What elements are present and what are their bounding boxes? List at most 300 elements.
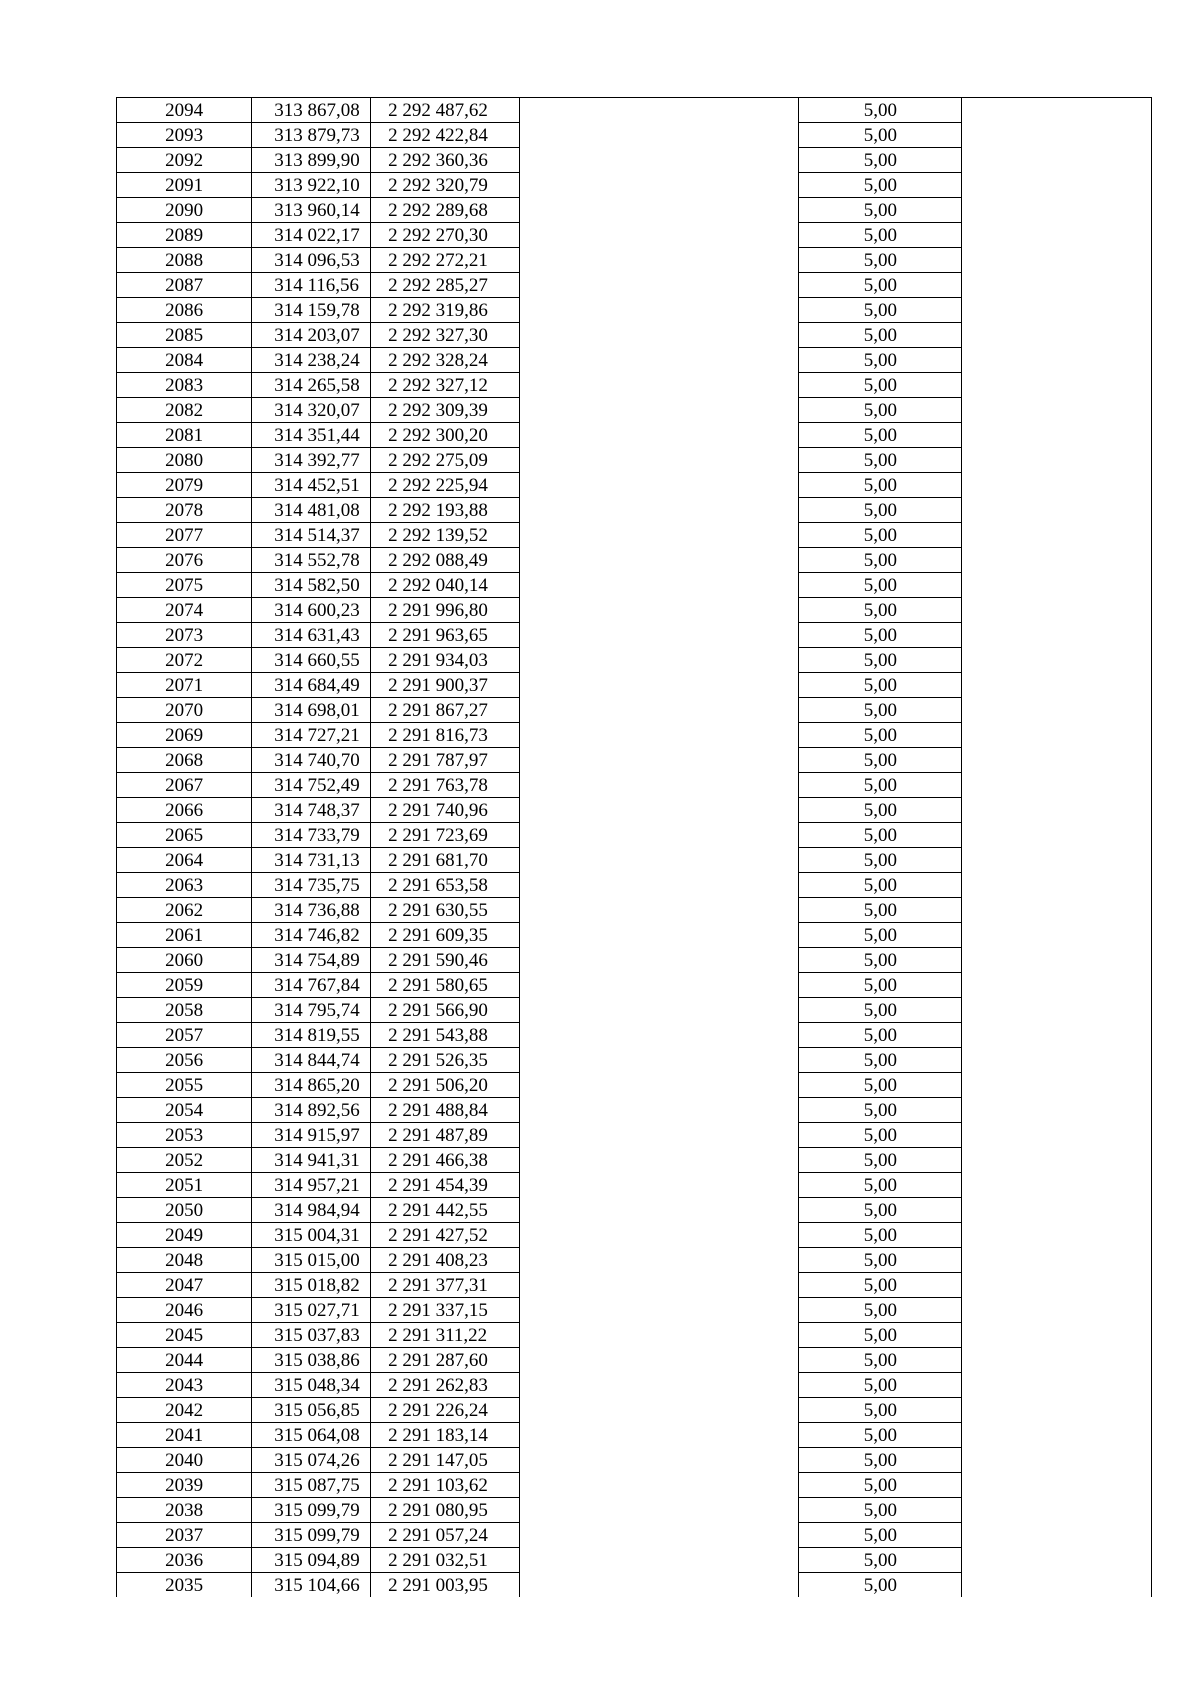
accuracy-cell: 5,00 [799,398,962,423]
empty-cell [519,998,799,1023]
table-row [117,98,1152,123]
accuracy-cell: 5,00 [799,1523,962,1548]
x-coordinate-cell: 314 660,55 [252,648,371,673]
y-coordinate-cell: 2 292 320,79 [371,173,520,198]
accuracy-cell: 5,00 [799,1098,962,1123]
accuracy-cell: 5,00 [799,848,962,873]
accuracy-cell: 5,00 [799,1248,962,1273]
point-number-cell: 2082 [117,398,252,423]
point-number-cell: 2049 [117,1223,252,1248]
accuracy-cell: 5,00 [799,423,962,448]
empty-cell [962,873,1152,898]
point-number-cell: 2084 [117,348,252,373]
coordinates-table [116,97,1152,1597]
empty-cell [962,698,1152,723]
accuracy-cell: 5,00 [799,673,962,698]
point-number-cell: 2083 [117,373,252,398]
y-coordinate-cell: 2 291 996,80 [371,598,520,623]
table-row [117,1348,1152,1373]
table-row [117,823,1152,848]
point-number-cell: 2073 [117,623,252,648]
y-coordinate-cell: 2 292 289,68 [371,198,520,223]
point-number-cell: 2044 [117,1348,252,1373]
y-coordinate-cell: 2 291 609,35 [371,923,520,948]
accuracy-cell: 5,00 [799,1198,962,1223]
empty-cell [962,223,1152,248]
table-row [117,848,1152,873]
empty-cell [519,1048,799,1073]
table-row [117,448,1152,473]
empty-cell [962,1548,1152,1573]
point-number-cell: 2070 [117,698,252,723]
empty-cell [519,448,799,473]
y-coordinate-cell: 2 291 103,62 [371,1473,520,1498]
point-number-cell: 2081 [117,423,252,448]
y-coordinate-cell: 2 291 816,73 [371,723,520,748]
point-number-cell: 2056 [117,1048,252,1073]
point-number-cell: 2076 [117,548,252,573]
y-coordinate-cell: 2 291 226,24 [371,1398,520,1423]
table-row [117,1273,1152,1298]
y-coordinate-cell: 2 291 032,51 [371,1548,520,1573]
y-coordinate-cell: 2 291 311,22 [371,1323,520,1348]
empty-cell [962,1248,1152,1273]
point-number-cell: 2035 [117,1573,252,1598]
accuracy-cell: 5,00 [799,148,962,173]
empty-cell [962,98,1152,123]
empty-cell [962,398,1152,423]
table-row [117,1248,1152,1273]
x-coordinate-cell: 314 727,21 [252,723,371,748]
empty-cell [519,673,799,698]
empty-cell [519,598,799,623]
point-number-cell: 2058 [117,998,252,1023]
empty-cell [962,448,1152,473]
accuracy-cell: 5,00 [799,773,962,798]
y-coordinate-cell: 2 291 454,39 [371,1173,520,1198]
y-coordinate-cell: 2 292 487,62 [371,98,520,123]
accuracy-cell: 5,00 [799,123,962,148]
accuracy-cell: 5,00 [799,323,962,348]
accuracy-cell: 5,00 [799,1298,962,1323]
point-number-cell: 2068 [117,748,252,773]
empty-cell [519,898,799,923]
empty-cell [962,1098,1152,1123]
empty-cell [962,798,1152,823]
x-coordinate-cell: 315 038,86 [252,1348,371,1373]
empty-cell [519,848,799,873]
x-coordinate-cell: 314 740,70 [252,748,371,773]
x-coordinate-cell: 314 351,44 [252,423,371,448]
x-coordinate-cell: 314 754,89 [252,948,371,973]
table-row [117,1298,1152,1323]
table-row [117,123,1152,148]
x-coordinate-cell: 313 960,14 [252,198,371,223]
empty-cell [962,1048,1152,1073]
empty-cell [519,323,799,348]
x-coordinate-cell: 315 056,85 [252,1398,371,1423]
y-coordinate-cell: 2 291 653,58 [371,873,520,898]
empty-cell [519,1448,799,1473]
empty-cell [962,823,1152,848]
empty-cell [962,1523,1152,1548]
table-row [117,1548,1152,1573]
x-coordinate-cell: 314 736,88 [252,898,371,923]
y-coordinate-cell: 2 291 566,90 [371,998,520,1023]
empty-cell [962,173,1152,198]
y-coordinate-cell: 2 291 262,83 [371,1373,520,1398]
accuracy-cell: 5,00 [799,1273,962,1298]
empty-cell [519,498,799,523]
empty-cell [519,248,799,273]
x-coordinate-cell: 314 159,78 [252,298,371,323]
table-row [117,323,1152,348]
empty-cell [519,1148,799,1173]
point-number-cell: 2036 [117,1548,252,1573]
point-number-cell: 2077 [117,523,252,548]
point-number-cell: 2059 [117,973,252,998]
empty-cell [962,898,1152,923]
empty-cell [962,923,1152,948]
accuracy-cell: 5,00 [799,248,962,273]
empty-cell [962,1298,1152,1323]
accuracy-cell: 5,00 [799,523,962,548]
table-row [117,173,1152,198]
y-coordinate-cell: 2 292 139,52 [371,523,520,548]
point-number-cell: 2050 [117,1198,252,1223]
accuracy-cell: 5,00 [799,223,962,248]
empty-cell [962,773,1152,798]
y-coordinate-cell: 2 292 285,27 [371,273,520,298]
point-number-cell: 2092 [117,148,252,173]
empty-cell [519,1298,799,1323]
accuracy-cell: 5,00 [799,1073,962,1098]
empty-cell [962,948,1152,973]
empty-cell [519,1173,799,1198]
empty-cell [519,623,799,648]
x-coordinate-cell: 314 600,23 [252,598,371,623]
empty-cell [962,548,1152,573]
empty-cell [519,798,799,823]
empty-cell [962,748,1152,773]
x-coordinate-cell: 314 892,56 [252,1098,371,1123]
empty-cell [962,673,1152,698]
empty-cell [519,1273,799,1298]
table-row [117,723,1152,748]
empty-cell [519,398,799,423]
y-coordinate-cell: 2 292 327,30 [371,323,520,348]
x-coordinate-cell: 314 733,79 [252,823,371,848]
table-row [117,598,1152,623]
empty-cell [962,1498,1152,1523]
accuracy-cell: 5,00 [799,873,962,898]
table-row [117,948,1152,973]
y-coordinate-cell: 2 292 309,39 [371,398,520,423]
empty-cell [962,723,1152,748]
accuracy-cell: 5,00 [799,748,962,773]
y-coordinate-cell: 2 291 934,03 [371,648,520,673]
accuracy-cell: 5,00 [799,1173,962,1198]
table-row [117,398,1152,423]
y-coordinate-cell: 2 291 580,65 [371,973,520,998]
empty-cell [962,373,1152,398]
point-number-cell: 2060 [117,948,252,973]
accuracy-cell: 5,00 [799,1448,962,1473]
table-row [117,623,1152,648]
y-coordinate-cell: 2 291 487,89 [371,1123,520,1148]
y-coordinate-cell: 2 291 963,65 [371,623,520,648]
y-coordinate-cell: 2 292 275,09 [371,448,520,473]
x-coordinate-cell: 314 957,21 [252,1173,371,1198]
empty-cell [962,1148,1152,1173]
empty-cell [519,1423,799,1448]
x-coordinate-cell: 315 099,79 [252,1523,371,1548]
empty-cell [962,1348,1152,1373]
empty-cell [519,548,799,573]
accuracy-cell: 5,00 [799,1573,962,1598]
y-coordinate-cell: 2 291 147,05 [371,1448,520,1473]
table-row [117,1173,1152,1198]
empty-cell [962,973,1152,998]
table-row [117,898,1152,923]
y-coordinate-cell: 2 292 040,14 [371,573,520,598]
empty-cell [519,423,799,448]
x-coordinate-cell: 315 018,82 [252,1273,371,1298]
empty-cell [519,148,799,173]
accuracy-cell: 5,00 [799,1548,962,1573]
table-row [117,548,1152,573]
empty-cell [519,1398,799,1423]
point-number-cell: 2064 [117,848,252,873]
table-row [117,1148,1152,1173]
empty-cell [519,273,799,298]
x-coordinate-cell: 315 037,83 [252,1323,371,1348]
empty-cell [962,198,1152,223]
point-number-cell: 2043 [117,1373,252,1398]
point-number-cell: 2065 [117,823,252,848]
x-coordinate-cell: 314 684,49 [252,673,371,698]
point-number-cell: 2079 [117,473,252,498]
accuracy-cell: 5,00 [799,973,962,998]
empty-cell [519,748,799,773]
empty-cell [519,1023,799,1048]
empty-cell [519,523,799,548]
table-row [117,648,1152,673]
x-coordinate-cell: 314 819,55 [252,1023,371,1048]
point-number-cell: 2037 [117,1523,252,1548]
point-number-cell: 2051 [117,1173,252,1198]
y-coordinate-cell: 2 291 442,55 [371,1198,520,1223]
point-number-cell: 2039 [117,1473,252,1498]
empty-cell [519,1073,799,1098]
point-number-cell: 2046 [117,1298,252,1323]
empty-cell [962,573,1152,598]
empty-cell [962,1223,1152,1248]
point-number-cell: 2038 [117,1498,252,1523]
empty-cell [519,123,799,148]
table-row [117,298,1152,323]
table-row [117,573,1152,598]
point-number-cell: 2086 [117,298,252,323]
point-number-cell: 2072 [117,648,252,673]
point-number-cell: 2080 [117,448,252,473]
table-row [117,698,1152,723]
x-coordinate-cell: 314 631,43 [252,623,371,648]
empty-cell [519,1498,799,1523]
x-coordinate-cell: 314 735,75 [252,873,371,898]
y-coordinate-cell: 2 292 270,30 [371,223,520,248]
empty-cell [962,648,1152,673]
y-coordinate-cell: 2 291 183,14 [371,1423,520,1448]
empty-cell [962,348,1152,373]
x-coordinate-cell: 314 698,01 [252,698,371,723]
empty-cell [519,648,799,673]
point-number-cell: 2052 [117,1148,252,1173]
empty-cell [962,298,1152,323]
x-coordinate-cell: 313 899,90 [252,148,371,173]
empty-cell [962,1073,1152,1098]
empty-cell [519,373,799,398]
point-number-cell: 2067 [117,773,252,798]
empty-cell [519,573,799,598]
x-coordinate-cell: 314 116,56 [252,273,371,298]
empty-cell [962,473,1152,498]
accuracy-cell: 5,00 [799,1023,962,1048]
x-coordinate-cell: 314 582,50 [252,573,371,598]
table-row [117,923,1152,948]
table-row [117,223,1152,248]
x-coordinate-cell: 314 203,07 [252,323,371,348]
accuracy-cell: 5,00 [799,798,962,823]
y-coordinate-cell: 2 291 526,35 [371,1048,520,1073]
empty-cell [962,248,1152,273]
y-coordinate-cell: 2 291 630,55 [371,898,520,923]
table-row [117,148,1152,173]
x-coordinate-cell: 314 481,08 [252,498,371,523]
point-number-cell: 2085 [117,323,252,348]
y-coordinate-cell: 2 291 681,70 [371,848,520,873]
point-number-cell: 2090 [117,198,252,223]
y-coordinate-cell: 2 292 300,20 [371,423,520,448]
accuracy-cell: 5,00 [799,723,962,748]
x-coordinate-cell: 314 752,49 [252,773,371,798]
accuracy-cell: 5,00 [799,1373,962,1398]
empty-cell [519,1548,799,1573]
x-coordinate-cell: 313 867,08 [252,98,371,123]
table-row [117,373,1152,398]
accuracy-cell: 5,00 [799,448,962,473]
empty-cell [519,723,799,748]
table-row [117,198,1152,223]
table-row [117,423,1152,448]
empty-cell [519,1198,799,1223]
empty-cell [519,1248,799,1273]
x-coordinate-cell: 314 941,31 [252,1148,371,1173]
accuracy-cell: 5,00 [799,98,962,123]
table-row [117,1098,1152,1123]
empty-cell [962,1573,1152,1598]
table-row [117,798,1152,823]
accuracy-cell: 5,00 [799,473,962,498]
x-coordinate-cell: 314 514,37 [252,523,371,548]
x-coordinate-cell: 313 879,73 [252,123,371,148]
point-number-cell: 2042 [117,1398,252,1423]
point-number-cell: 2048 [117,1248,252,1273]
empty-cell [519,1523,799,1548]
accuracy-cell: 5,00 [799,373,962,398]
y-coordinate-cell: 2 291 080,95 [371,1498,520,1523]
x-coordinate-cell: 314 984,94 [252,1198,371,1223]
x-coordinate-cell: 314 746,82 [252,923,371,948]
table-row [117,1323,1152,1348]
y-coordinate-cell: 2 291 723,69 [371,823,520,848]
point-number-cell: 2087 [117,273,252,298]
x-coordinate-cell: 313 922,10 [252,173,371,198]
accuracy-cell: 5,00 [799,598,962,623]
y-coordinate-cell: 2 292 327,12 [371,373,520,398]
point-number-cell: 2078 [117,498,252,523]
point-number-cell: 2047 [117,1273,252,1298]
y-coordinate-cell: 2 291 408,23 [371,1248,520,1273]
point-number-cell: 2061 [117,923,252,948]
y-coordinate-cell: 2 291 287,60 [371,1348,520,1373]
x-coordinate-cell: 315 099,79 [252,1498,371,1523]
x-coordinate-cell: 314 452,51 [252,473,371,498]
y-coordinate-cell: 2 292 328,24 [371,348,520,373]
y-coordinate-cell: 2 291 543,88 [371,1023,520,1048]
accuracy-cell: 5,00 [799,1473,962,1498]
empty-cell [962,523,1152,548]
y-coordinate-cell: 2 292 422,84 [371,123,520,148]
y-coordinate-cell: 2 291 590,46 [371,948,520,973]
point-number-cell: 2040 [117,1448,252,1473]
empty-cell [519,1123,799,1148]
empty-cell [519,698,799,723]
empty-cell [519,348,799,373]
table-row [117,1223,1152,1248]
empty-cell [519,948,799,973]
empty-cell [519,973,799,998]
x-coordinate-cell: 314 748,37 [252,798,371,823]
table-row [117,1198,1152,1223]
point-number-cell: 2066 [117,798,252,823]
y-coordinate-cell: 2 291 506,20 [371,1073,520,1098]
y-coordinate-cell: 2 291 337,15 [371,1298,520,1323]
accuracy-cell: 5,00 [799,498,962,523]
empty-cell [962,623,1152,648]
empty-cell [962,598,1152,623]
x-coordinate-cell: 314 096,53 [252,248,371,273]
point-number-cell: 2093 [117,123,252,148]
accuracy-cell: 5,00 [799,348,962,373]
accuracy-cell: 5,00 [799,898,962,923]
y-coordinate-cell: 2 291 003,95 [371,1573,520,1598]
accuracy-cell: 5,00 [799,623,962,648]
table-row [117,748,1152,773]
accuracy-cell: 5,00 [799,1223,962,1248]
empty-cell [519,823,799,848]
coordinates-table-body [117,98,1152,1598]
accuracy-cell: 5,00 [799,1323,962,1348]
table-row [117,873,1152,898]
empty-cell [519,923,799,948]
table-row [117,1423,1152,1448]
point-number-cell: 2053 [117,1123,252,1148]
empty-cell [962,498,1152,523]
empty-cell [519,198,799,223]
empty-cell [519,1373,799,1398]
table-row [117,773,1152,798]
